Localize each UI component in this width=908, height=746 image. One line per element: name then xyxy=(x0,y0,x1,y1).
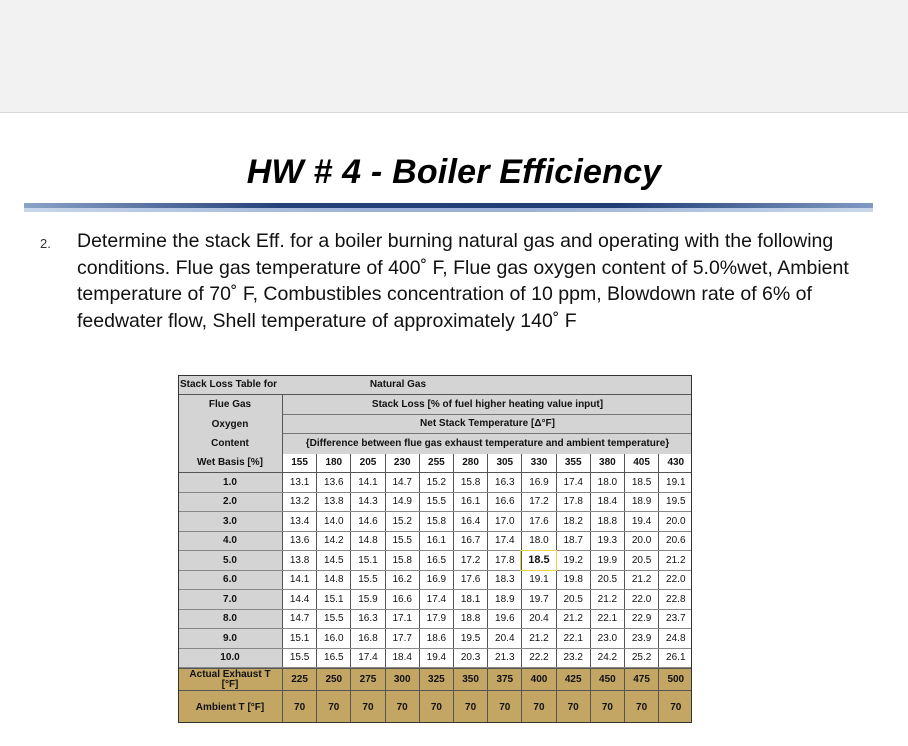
stack-loss-cell: 22.9 xyxy=(624,610,658,629)
stack-loss-cell: 16.2 xyxy=(385,571,419,590)
stack-loss-cell: 21.2 xyxy=(521,629,555,648)
stack-loss-cell: 18.4 xyxy=(385,649,419,668)
stack-loss-cell: 20.4 xyxy=(487,629,521,648)
stack-loss-cell: 19.5 xyxy=(658,493,692,512)
actual-exhaust-cell: 225 xyxy=(282,669,316,690)
stack-loss-cell: 16.6 xyxy=(385,590,419,609)
stack-loss-cell: 17.6 xyxy=(453,571,487,590)
ambient-cell: 70 xyxy=(658,691,692,723)
oxygen-content-cell: 7.0 xyxy=(178,590,282,609)
stack-loss-cell: 15.5 xyxy=(385,532,419,551)
stack-loss-cell: 16.5 xyxy=(316,649,350,668)
stack-loss-cell: 19.1 xyxy=(658,473,692,492)
stack-loss-cell: 17.4 xyxy=(487,532,521,551)
stack-loss-cell: 14.9 xyxy=(385,493,419,512)
ambient-cell: 70 xyxy=(350,691,384,723)
stack-loss-cell: 17.2 xyxy=(453,551,487,570)
stack-loss-cell: 17.1 xyxy=(385,610,419,629)
actual-exhaust-cell: 450 xyxy=(590,669,624,690)
stack-loss-cell: 15.1 xyxy=(316,590,350,609)
net-stack-temp-column-header: 380 xyxy=(590,454,624,474)
actual-exhaust-cell: 475 xyxy=(624,669,658,690)
stack-loss-header-label: Net Stack Temperature [Δ°F] xyxy=(282,415,692,435)
stack-loss-cell: 22.2 xyxy=(521,649,555,668)
table-row xyxy=(178,512,692,532)
stack-loss-cell: 16.9 xyxy=(521,473,555,492)
stack-loss-cell: 20.5 xyxy=(590,571,624,590)
oxygen-content-cell: 10.0 xyxy=(178,649,282,668)
stack-loss-cell: 14.8 xyxy=(316,571,350,590)
net-stack-temp-column-header: 355 xyxy=(556,454,590,474)
actual-exhaust-cell: 250 xyxy=(316,669,350,690)
stack-loss-cell: 16.6 xyxy=(487,493,521,512)
stack-loss-cell: 15.5 xyxy=(350,571,384,590)
stack-loss-cell: 17.9 xyxy=(419,610,453,629)
stack-loss-cell: 18.3 xyxy=(487,571,521,590)
stack-loss-cell: 16.5 xyxy=(419,551,453,570)
stack-loss-cell: 14.4 xyxy=(282,590,316,609)
ambient-cell: 70 xyxy=(385,691,419,723)
stack-loss-cell: 17.7 xyxy=(385,629,419,648)
table-row xyxy=(178,493,692,513)
stack-loss-cell: 14.1 xyxy=(350,473,384,492)
ambient-cell: 70 xyxy=(521,691,555,723)
stack-loss-cell: 19.3 xyxy=(590,532,624,551)
ambient-cell: 70 xyxy=(453,691,487,723)
oxygen-content-cell: 8.0 xyxy=(178,610,282,629)
oxygen-header-label: Flue Gas xyxy=(178,395,282,415)
table-row xyxy=(178,571,692,591)
stack-loss-cell: 15.9 xyxy=(350,590,384,609)
ambient-label: Ambient T [°F] xyxy=(195,701,265,713)
ambient-cell: 70 xyxy=(316,691,350,723)
oxygen-content-cell: 4.0 xyxy=(178,532,282,551)
stack-loss-cell: 20.0 xyxy=(658,512,692,531)
stack-loss-cell: 17.4 xyxy=(556,473,590,492)
stack-loss-cell: 13.8 xyxy=(282,551,316,570)
actual-exhaust-cell: 400 xyxy=(521,669,555,690)
oxygen-content-cell: 1.0 xyxy=(178,473,282,492)
stack-loss-cell: 24.8 xyxy=(658,629,692,648)
stack-loss-cell: 19.4 xyxy=(419,649,453,668)
slide-top-band xyxy=(0,0,908,113)
table-row xyxy=(178,590,692,610)
stack-loss-cell: 17.2 xyxy=(521,493,555,512)
table-row xyxy=(178,473,692,493)
ambient-row xyxy=(178,690,692,723)
stack-loss-cell: 13.8 xyxy=(316,493,350,512)
table-row xyxy=(178,610,692,630)
actual-exhaust-cell: 325 xyxy=(419,669,453,690)
stack-loss-cell: 15.2 xyxy=(419,473,453,492)
stack-loss-cell: 15.8 xyxy=(453,473,487,492)
table-fuel-name: Natural Gas xyxy=(369,379,427,390)
actual-exhaust-cell: 425 xyxy=(556,669,590,690)
stack-loss-cell: 18.6 xyxy=(419,629,453,648)
stack-loss-cell: 13.6 xyxy=(282,532,316,551)
stack-loss-cell: 19.6 xyxy=(487,610,521,629)
net-stack-temp-column-header: 205 xyxy=(350,454,384,474)
stack-loss-cell: 18.2 xyxy=(556,512,590,531)
stack-loss-cell: 16.3 xyxy=(350,610,384,629)
stack-loss-cell: 14.3 xyxy=(350,493,384,512)
stack-loss-cell: 17.8 xyxy=(556,493,590,512)
stack-loss-cell: 18.0 xyxy=(590,473,624,492)
stack-loss-cell: 22.1 xyxy=(590,610,624,629)
stack-loss-cell: 16.9 xyxy=(419,571,453,590)
stack-loss-cell: 15.5 xyxy=(419,493,453,512)
actual-exhaust-row xyxy=(178,668,692,690)
stack-loss-cell: 18.5 xyxy=(624,473,658,492)
stack-loss-cell: 19.9 xyxy=(590,551,624,570)
oxygen-content-cell: 3.0 xyxy=(178,512,282,531)
stack-loss-cell: 19.1 xyxy=(521,571,555,590)
stack-loss-cell: 18.8 xyxy=(453,610,487,629)
stack-loss-cell: 14.7 xyxy=(282,610,316,629)
stack-loss-cell: 20.6 xyxy=(658,532,692,551)
stack-loss-cell: 20.5 xyxy=(624,551,658,570)
table-title: Stack Loss Table for xyxy=(180,379,278,390)
stack-loss-cell: 15.8 xyxy=(419,512,453,531)
stack-loss-cell: 18.9 xyxy=(624,493,658,512)
stack-loss-cell: 20.0 xyxy=(624,532,658,551)
stack-loss-cell: 21.2 xyxy=(658,551,692,570)
stack-loss-header-label: {Difference between flue gas exhaust temperature and ambient temperature} xyxy=(282,434,692,454)
stack-loss-cell: 22.0 xyxy=(658,571,692,590)
net-stack-temp-column-header: 155 xyxy=(282,454,316,474)
stack-loss-cell: 16.0 xyxy=(316,629,350,648)
net-stack-temp-column-header: 330 xyxy=(521,454,555,474)
net-stack-temp-column-header: 405 xyxy=(624,454,658,474)
table-title-row xyxy=(178,375,692,395)
stack-loss-cell: 18.8 xyxy=(590,512,624,531)
stack-loss-cell: 13.2 xyxy=(282,493,316,512)
stack-loss-cell: 17.8 xyxy=(487,551,521,570)
stack-loss-cell: 21.3 xyxy=(487,649,521,668)
oxygen-header-label: Content xyxy=(178,434,282,454)
stack-loss-cell: 16.8 xyxy=(350,629,384,648)
stack-loss-cell: 14.8 xyxy=(350,532,384,551)
stack-loss-cell: 18.1 xyxy=(453,590,487,609)
oxygen-header-label: Oxygen xyxy=(178,415,282,435)
oxygen-content-cell: 5.0 xyxy=(178,551,282,570)
net-stack-temp-column-header: 180 xyxy=(316,454,350,474)
stack-loss-cell: 17.0 xyxy=(487,512,521,531)
stack-loss-cell: 18.7 xyxy=(556,532,590,551)
page-title: HW # 4 - Boiler Efficiency xyxy=(246,153,662,191)
stack-loss-cell: 26.1 xyxy=(658,649,692,668)
table-row xyxy=(178,551,692,571)
title-divider-light xyxy=(24,208,873,212)
stack-loss-cell: 20.5 xyxy=(556,590,590,609)
stack-loss-cell: 25.2 xyxy=(624,649,658,668)
question-text: Determine the stack Eff. for a boiler burning natural gas and operating with the following conditions. Flue gas temperature of 400˚ F, Flue gas oxygen content of 5.0%wet, Ambient temperature of 70˚ F, Combustibles concentration of 10 ppm, Blowdown rate of 6% of feedwater flow, Shell temperature of approximately 140˚ F xyxy=(77,230,849,332)
stack-loss-cell: 23.9 xyxy=(624,629,658,648)
stack-loss-cell: 19.8 xyxy=(556,571,590,590)
stack-loss-cell: 14.0 xyxy=(316,512,350,531)
stack-loss-cell: 24.2 xyxy=(590,649,624,668)
ambient-cell: 70 xyxy=(419,691,453,723)
stack-loss-cell: 15.5 xyxy=(316,610,350,629)
stack-loss-cell: 17.6 xyxy=(521,512,555,531)
actual-exhaust-cell: 500 xyxy=(658,669,692,690)
net-stack-temp-column-header: 430 xyxy=(658,454,692,474)
stack-loss-cell: 18.9 xyxy=(487,590,521,609)
stack-loss-cell: 16.1 xyxy=(419,532,453,551)
net-stack-temp-column-header: 305 xyxy=(487,454,521,474)
stack-loss-cell: 21.2 xyxy=(590,590,624,609)
stack-loss-cell: 22.8 xyxy=(658,590,692,609)
actual-exhaust-cell: 300 xyxy=(385,669,419,690)
stack-loss-cell: 18.4 xyxy=(590,493,624,512)
stack-loss-cell: 15.8 xyxy=(385,551,419,570)
oxygen-content-cell: 9.0 xyxy=(178,629,282,648)
stack-loss-cell: 16.7 xyxy=(453,532,487,551)
table-header-row xyxy=(178,415,692,435)
stack-loss-cell: 16.3 xyxy=(487,473,521,492)
table-header-row xyxy=(178,434,692,454)
stack-loss-cell: 14.7 xyxy=(385,473,419,492)
stack-loss-table xyxy=(178,375,692,723)
highlighted-stack-loss-cell: 18.5 xyxy=(521,551,555,570)
stack-loss-cell: 16.1 xyxy=(453,493,487,512)
ambient-cell: 70 xyxy=(282,691,316,723)
ambient-cell: 70 xyxy=(624,691,658,723)
stack-loss-cell: 14.6 xyxy=(350,512,384,531)
stack-loss-cell: 22.1 xyxy=(556,629,590,648)
stack-loss-cell: 15.5 xyxy=(282,649,316,668)
stack-loss-cell: 19.7 xyxy=(521,590,555,609)
stack-loss-cell: 19.2 xyxy=(556,551,590,570)
table-row xyxy=(178,532,692,552)
stack-loss-cell: 21.2 xyxy=(624,571,658,590)
stack-loss-cell: 20.4 xyxy=(521,610,555,629)
actual-exhaust-cell: 350 xyxy=(453,669,487,690)
stack-loss-cell: 23.2 xyxy=(556,649,590,668)
stack-loss-cell: 14.2 xyxy=(316,532,350,551)
stack-loss-cell: 14.5 xyxy=(316,551,350,570)
stack-loss-cell: 13.4 xyxy=(282,512,316,531)
ambient-cell: 70 xyxy=(487,691,521,723)
table-header-row xyxy=(178,395,692,415)
stack-loss-header-label: Stack Loss [% of fuel higher heating value input] xyxy=(282,395,692,415)
stack-loss-cell: 14.1 xyxy=(282,571,316,590)
stack-loss-cell: 15.1 xyxy=(282,629,316,648)
oxygen-header-label: Wet Basis [%] xyxy=(178,454,282,474)
question-number: 2. xyxy=(40,236,51,251)
stack-loss-cell: 15.2 xyxy=(385,512,419,531)
oxygen-content-cell: 6.0 xyxy=(178,571,282,590)
stack-loss-cell: 19.4 xyxy=(624,512,658,531)
net-stack-temp-column-header: 255 xyxy=(419,454,453,474)
stack-loss-cell: 17.4 xyxy=(419,590,453,609)
table-header-row xyxy=(178,454,692,474)
ambient-cell: 70 xyxy=(590,691,624,723)
net-stack-temp-column-header: 230 xyxy=(385,454,419,474)
stack-loss-cell: 18.0 xyxy=(521,532,555,551)
table-row xyxy=(178,629,692,649)
ambient-cell: 70 xyxy=(556,691,590,723)
stack-loss-cell: 23.7 xyxy=(658,610,692,629)
stack-loss-cell: 19.5 xyxy=(453,629,487,648)
actual-exhaust-label: Actual Exhaust T [°F] xyxy=(189,668,271,690)
stack-loss-cell: 21.2 xyxy=(556,610,590,629)
stack-loss-cell: 16.4 xyxy=(453,512,487,531)
stack-loss-cell: 23.0 xyxy=(590,629,624,648)
oxygen-content-cell: 2.0 xyxy=(178,493,282,512)
stack-loss-cell: 20.3 xyxy=(453,649,487,668)
actual-exhaust-cell: 375 xyxy=(487,669,521,690)
table-row xyxy=(178,649,692,669)
net-stack-temp-column-header: 280 xyxy=(453,454,487,474)
stack-loss-cell: 17.4 xyxy=(350,649,384,668)
actual-exhaust-cell: 275 xyxy=(350,669,384,690)
stack-loss-cell: 22.0 xyxy=(624,590,658,609)
stack-loss-cell: 15.1 xyxy=(350,551,384,570)
stack-loss-cell: 13.6 xyxy=(316,473,350,492)
stack-loss-cell: 13.1 xyxy=(282,473,316,492)
